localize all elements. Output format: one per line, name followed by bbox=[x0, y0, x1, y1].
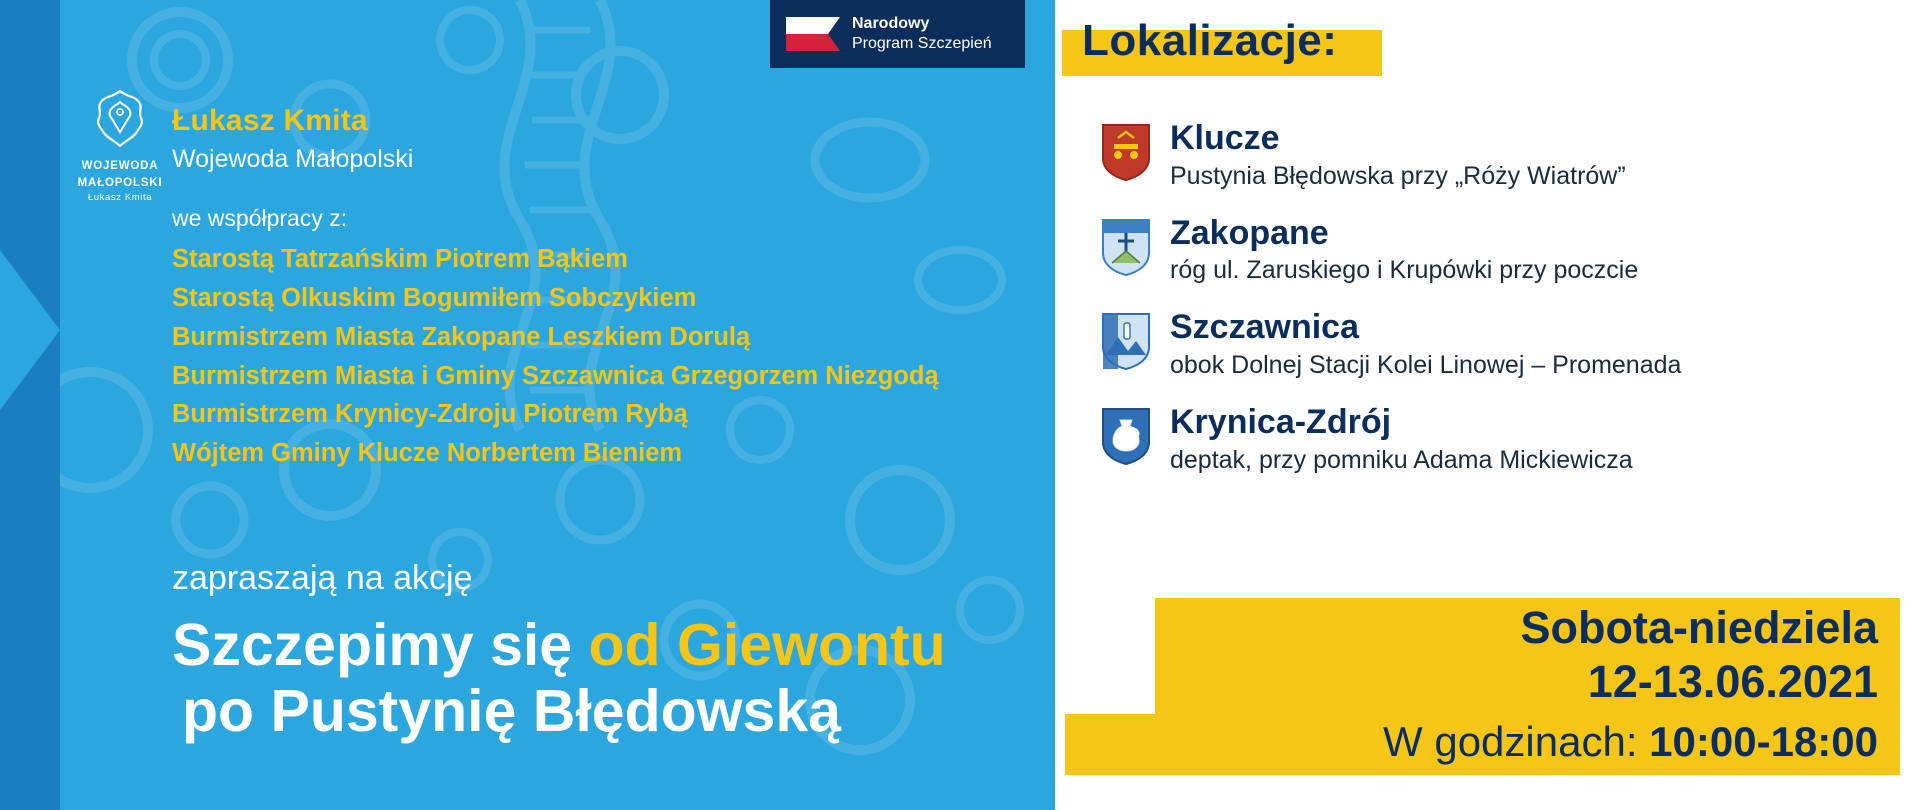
partner-item: Burmistrzem Miasta i Gminy Szczawnica Grzegorzem Niezgodą bbox=[172, 361, 939, 390]
person-role: Wojewoda Małopolski bbox=[172, 144, 414, 173]
national-vaccination-program-badge bbox=[770, 0, 1025, 68]
partner-item: Burmistrzem Miasta Zakopane Leszkiem Dorulą bbox=[172, 322, 751, 351]
locations-title: Lokalizacje: bbox=[1082, 16, 1338, 65]
coat-of-arms-krynica-zdroj-icon bbox=[1100, 406, 1152, 466]
crest-caption bbox=[60, 158, 180, 205]
location-name: Szczawnica bbox=[1170, 308, 1359, 347]
location-name: Krynica-Zdrój bbox=[1170, 403, 1392, 442]
locations-list bbox=[1100, 120, 1900, 499]
location-address: obok Dolnej Stacji Kolei Linowej – Promenada bbox=[1170, 351, 1682, 380]
headline-line-1 bbox=[172, 612, 1052, 678]
location-address: Pustynia Błędowska przy „Róży Wiatrów” bbox=[1170, 161, 1626, 190]
person-name: Łukasz Kmita bbox=[172, 104, 368, 137]
polish-eagle-crest-icon bbox=[91, 88, 149, 154]
program-badge-line1: Narodowy bbox=[852, 15, 930, 33]
cooperation-label: we współpracy z: bbox=[172, 205, 348, 232]
event-hours bbox=[1065, 714, 1900, 775]
headline-white-part: Szczepimy się bbox=[172, 612, 589, 678]
list-item bbox=[1100, 404, 1900, 475]
headline-yellow-part: od Giewontu bbox=[588, 612, 946, 678]
list-item bbox=[1100, 309, 1900, 380]
voivode-text-column bbox=[172, 104, 1042, 473]
crest-line2: MAŁOPOLSKI bbox=[77, 176, 163, 189]
partner-item: Burmistrzem Krynicy-Zdroju Piotrem Rybą bbox=[172, 400, 688, 429]
event-hours-label: W godzinach: bbox=[1383, 718, 1650, 766]
partners-list bbox=[172, 240, 1042, 473]
list-item bbox=[1100, 215, 1900, 286]
event-hours-value: 10:00-18:00 bbox=[1649, 718, 1878, 766]
coat-of-arms-zakopane-icon bbox=[1100, 217, 1152, 277]
crest-line1: WOJEWODA bbox=[81, 160, 159, 172]
left-edge-accent bbox=[0, 0, 60, 810]
program-badge-text bbox=[852, 14, 992, 53]
partner-item: Wójtem Gminy Klucze Norbertem Bieniem bbox=[172, 439, 683, 467]
crest-line3: Łukasz Kmita bbox=[87, 192, 153, 204]
polish-flag-icon bbox=[786, 17, 840, 51]
coat-of-arms-szczawnica-icon bbox=[1100, 311, 1152, 371]
coat-of-arms-klucze-icon bbox=[1100, 122, 1152, 182]
partner-item: Starostą Tatrzańskim Piotrem Bąkiem bbox=[172, 245, 628, 274]
headline-line-2: po Pustynię Błędowską bbox=[182, 678, 841, 745]
event-days: Sobota-niedziela bbox=[1155, 598, 1900, 656]
location-address: deptak, przy pomniku Adama Mickiewicza bbox=[1170, 445, 1633, 474]
location-address: róg ul. Zaruskiego i Krupówki przy poczcie bbox=[1170, 256, 1639, 285]
program-badge-line2: Program Szczepień bbox=[852, 35, 992, 52]
event-datetime-block bbox=[1155, 598, 1900, 775]
voivode-crest bbox=[60, 88, 180, 205]
partner-item: Starostą Olkuskim Bogumiłem Sobczykiem bbox=[172, 284, 697, 312]
location-name: Zakopane bbox=[1170, 213, 1329, 252]
campaign-headline bbox=[172, 612, 1052, 744]
event-date: 12-13.06.2021 bbox=[1155, 656, 1900, 714]
list-item bbox=[1100, 120, 1900, 191]
location-name: Klucze bbox=[1170, 119, 1280, 157]
invite-text: zapraszają na akcję bbox=[172, 559, 473, 597]
